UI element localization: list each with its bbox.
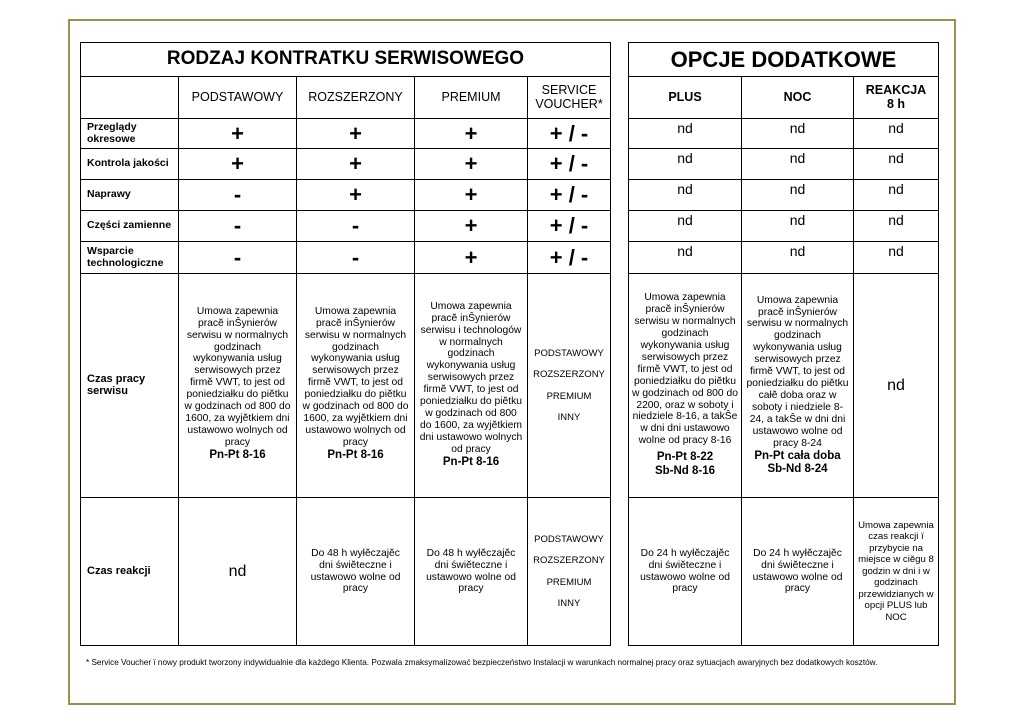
column-header-noc: NOC	[783, 89, 812, 104]
column-header-podstawowy: PODSTAWOWY	[191, 89, 284, 104]
cell-value: +	[231, 120, 244, 146]
row-label-wsparcie: Wsparcie technologiczne	[87, 245, 164, 269]
work-time-podstawowy	[179, 284, 296, 484]
cell-value: nd	[789, 212, 806, 229]
reaction-time-plus: Do 24 h wyłĕczajĕc dni świĕteczne i ustawowo wolne od pracy	[640, 547, 730, 595]
work-time-plus	[629, 278, 741, 492]
work-time-noc-hours-weekend: Sb-Nd 8-24	[767, 463, 828, 476]
row-label-naprawy: Naprawy	[87, 188, 131, 201]
work-time-plus-hours-weekdays: Pn-Pt 8-22	[656, 451, 714, 464]
work-time-premium	[415, 276, 527, 494]
work-time-reakcja: nd	[887, 376, 905, 394]
cell-value: nd	[677, 150, 693, 167]
cell-value: nd	[789, 119, 806, 136]
reaction-time-noc: Do 24 h wyłĕczajĕc dni świĕteczne i ustawowo wolne od pracy	[752, 547, 843, 595]
voucher-option: ROZSZERZONY	[533, 369, 605, 380]
column-header-reakcja-8h: REAKCJA 8 h	[865, 83, 927, 111]
work-time-podstawowy-hours: Pn-Pt 8-16	[209, 448, 266, 461]
work-time-plus-hours-weekend: Sb-Nd 8-16	[654, 464, 716, 477]
cell-value: +	[349, 120, 362, 146]
reaction-time-premium: Do 48 h wyłĕczajĕc dni świĕteczne i ustawowo wolne od pracy	[426, 547, 516, 595]
cell-value: + / -	[549, 244, 589, 270]
voucher-option: INNY	[557, 412, 581, 423]
cell-value: nd	[888, 243, 904, 260]
grid-line	[628, 645, 939, 646]
main-table-title: RODZAJ KONTRATKU SERWISOWEGO	[166, 48, 525, 70]
work-time-noc-hours-weekdays: Pn-Pt cała doba	[754, 449, 841, 462]
cell-value: +	[464, 120, 478, 146]
cell-value: +	[464, 244, 478, 270]
work-time-podstawowy-text: Umowa zapewnia pracĕ inŜynierów serwisu w normalnych godzinach wykonywania usług serwisowych przez firmĕ VWT, to jest od poniedziałku do piĕtku w godzinach od 800 do 1600, za wyjĕtkiem dni ustawowo wolnych od pracy	[184, 305, 291, 449]
work-time-premium-text: Umowa zapewnia pracĕ inŜynierów serwisu i technologów w normalnych godzinach wykonywania usług serwisowych przez firmĕ VWT, to jest od poniedziałku do piĕtku w godzinach od 800 do 1600, za wyjĕtkiem dni ustawowo wolnych od pracy	[419, 300, 523, 455]
grid-line	[80, 645, 611, 646]
cell-value: nd	[789, 181, 806, 198]
voucher-option: INNY	[557, 598, 581, 609]
cell-value: -	[233, 182, 242, 208]
cell-value: -	[233, 213, 242, 239]
cell-value: + / -	[549, 182, 589, 208]
grid-line	[938, 42, 939, 646]
cell-value: nd	[888, 150, 904, 167]
column-header-plus: PLUS	[668, 89, 702, 104]
voucher-option: PREMIUM	[546, 576, 592, 588]
cell-value: + / -	[549, 151, 589, 177]
cell-value: nd	[888, 212, 904, 229]
cell-value: nd	[677, 243, 693, 260]
column-header-premium: PREMIUM	[441, 89, 501, 104]
cell-value: +	[231, 151, 244, 177]
work-time-premium-hours: Pn-Pt 8-16	[442, 455, 500, 468]
cell-value: -	[233, 244, 242, 270]
row-label-kontrola: Kontrola jakości	[87, 157, 169, 170]
voucher-option: ROZSZERZONY	[533, 555, 605, 566]
cell-value: nd	[789, 150, 806, 167]
row-label-czas-pracy: Czas pracy serwisu	[87, 372, 146, 397]
row-label-czas-reakcji: Czas reakcji	[87, 564, 151, 577]
row-label-czesci: Części zamienne	[87, 219, 172, 232]
column-header-service-voucher: SERVICE VOUCHER*	[535, 83, 603, 111]
cell-value: +	[464, 182, 478, 208]
reaction-time-podstawowy: nd	[228, 562, 247, 580]
footnote: * Service Voucher ï nowy produkt tworzony indywidualnie dla każdego Klienta. Pozwala zmaksymalizować bezpieczeństwo Instalacji w warunkach normalnej pracy oraz sytuacjach awaryjnych bez dodatkowych kosztów.	[86, 658, 878, 667]
cell-value: -	[351, 244, 360, 270]
row-label-przeglady: Przeglądy okresowe	[87, 121, 137, 145]
cell-value: -	[351, 213, 360, 239]
cell-value: nd	[677, 119, 693, 136]
grid-line	[610, 42, 611, 646]
work-time-voucher-list	[528, 274, 610, 497]
cell-value: nd	[888, 181, 904, 198]
reaction-time-rozszerzony: Do 48 h wyłĕczajĕc dni świĕteczne i ustawowo wolne od pracy	[310, 547, 401, 595]
work-time-rozszerzony	[297, 284, 414, 484]
cell-value: nd	[677, 212, 693, 229]
cell-value: +	[349, 182, 362, 208]
cell-value: + / -	[549, 120, 589, 146]
voucher-option: PREMIUM	[546, 390, 592, 402]
work-time-rozszerzony-hours: Pn-Pt 8-16	[327, 448, 384, 461]
cell-value: nd	[888, 119, 904, 136]
work-time-noc-text: Umowa zapewnia pracĕ inŜynierów serwisu w normalnych godzinach wykonywania usług serwisowych przez firmĕ VWT, to jest od poniedziałku do piĕtku całĕ doba oraz w soboty i niedziele 8-24, a takŜe w dni dni ustawowo wolne od pracy 8-24	[746, 294, 849, 449]
cell-value: + / -	[549, 213, 589, 239]
cell-value: +	[464, 213, 478, 239]
cell-value: +	[349, 151, 362, 177]
cell-value: nd	[789, 243, 806, 260]
voucher-option: PODSTAWOWY	[534, 533, 604, 545]
reaction-time-reakcja: Umowa zapewnia czas reakcji ï przybycie na miejsce w ciĕgu 8 godzin w dni i w godzinach przewidzianych w opcji PLUS lub NOC	[858, 519, 934, 623]
work-time-noc	[742, 274, 853, 497]
column-header-rozszerzony: ROZSZERZONY	[308, 89, 403, 104]
options-table-title: OPCJE DODATKOWE	[670, 46, 897, 72]
reaction-time-voucher-list	[528, 498, 610, 645]
work-time-plus-text: Umowa zapewnia pracĕ inŜynierów serwisu w normalnych godzinach wykonywania usług serwisowych przez firmĕ VWT, to jest od poniedziałku do piĕtku w godzinach od 800 do 2200, oraz w soboty i niedziele 8-16, a takŜe w dni dni ustawowo wolne od pracy 8-16	[632, 292, 738, 447]
cell-value: +	[464, 151, 478, 177]
voucher-option: PODSTAWOWY	[534, 347, 604, 359]
work-time-rozszerzony-text: Umowa zapewnia pracĕ inŜynierów serwisu w normalnych godzinach wykonywania usług serwisowych przez firmĕ VWT, to jest od poniedziałku do piĕtku w godzinach od 800 do 1600, za wyjĕtkiem dni ustawowo wolnych od pracy	[302, 305, 409, 449]
cell-value: nd	[677, 181, 693, 198]
